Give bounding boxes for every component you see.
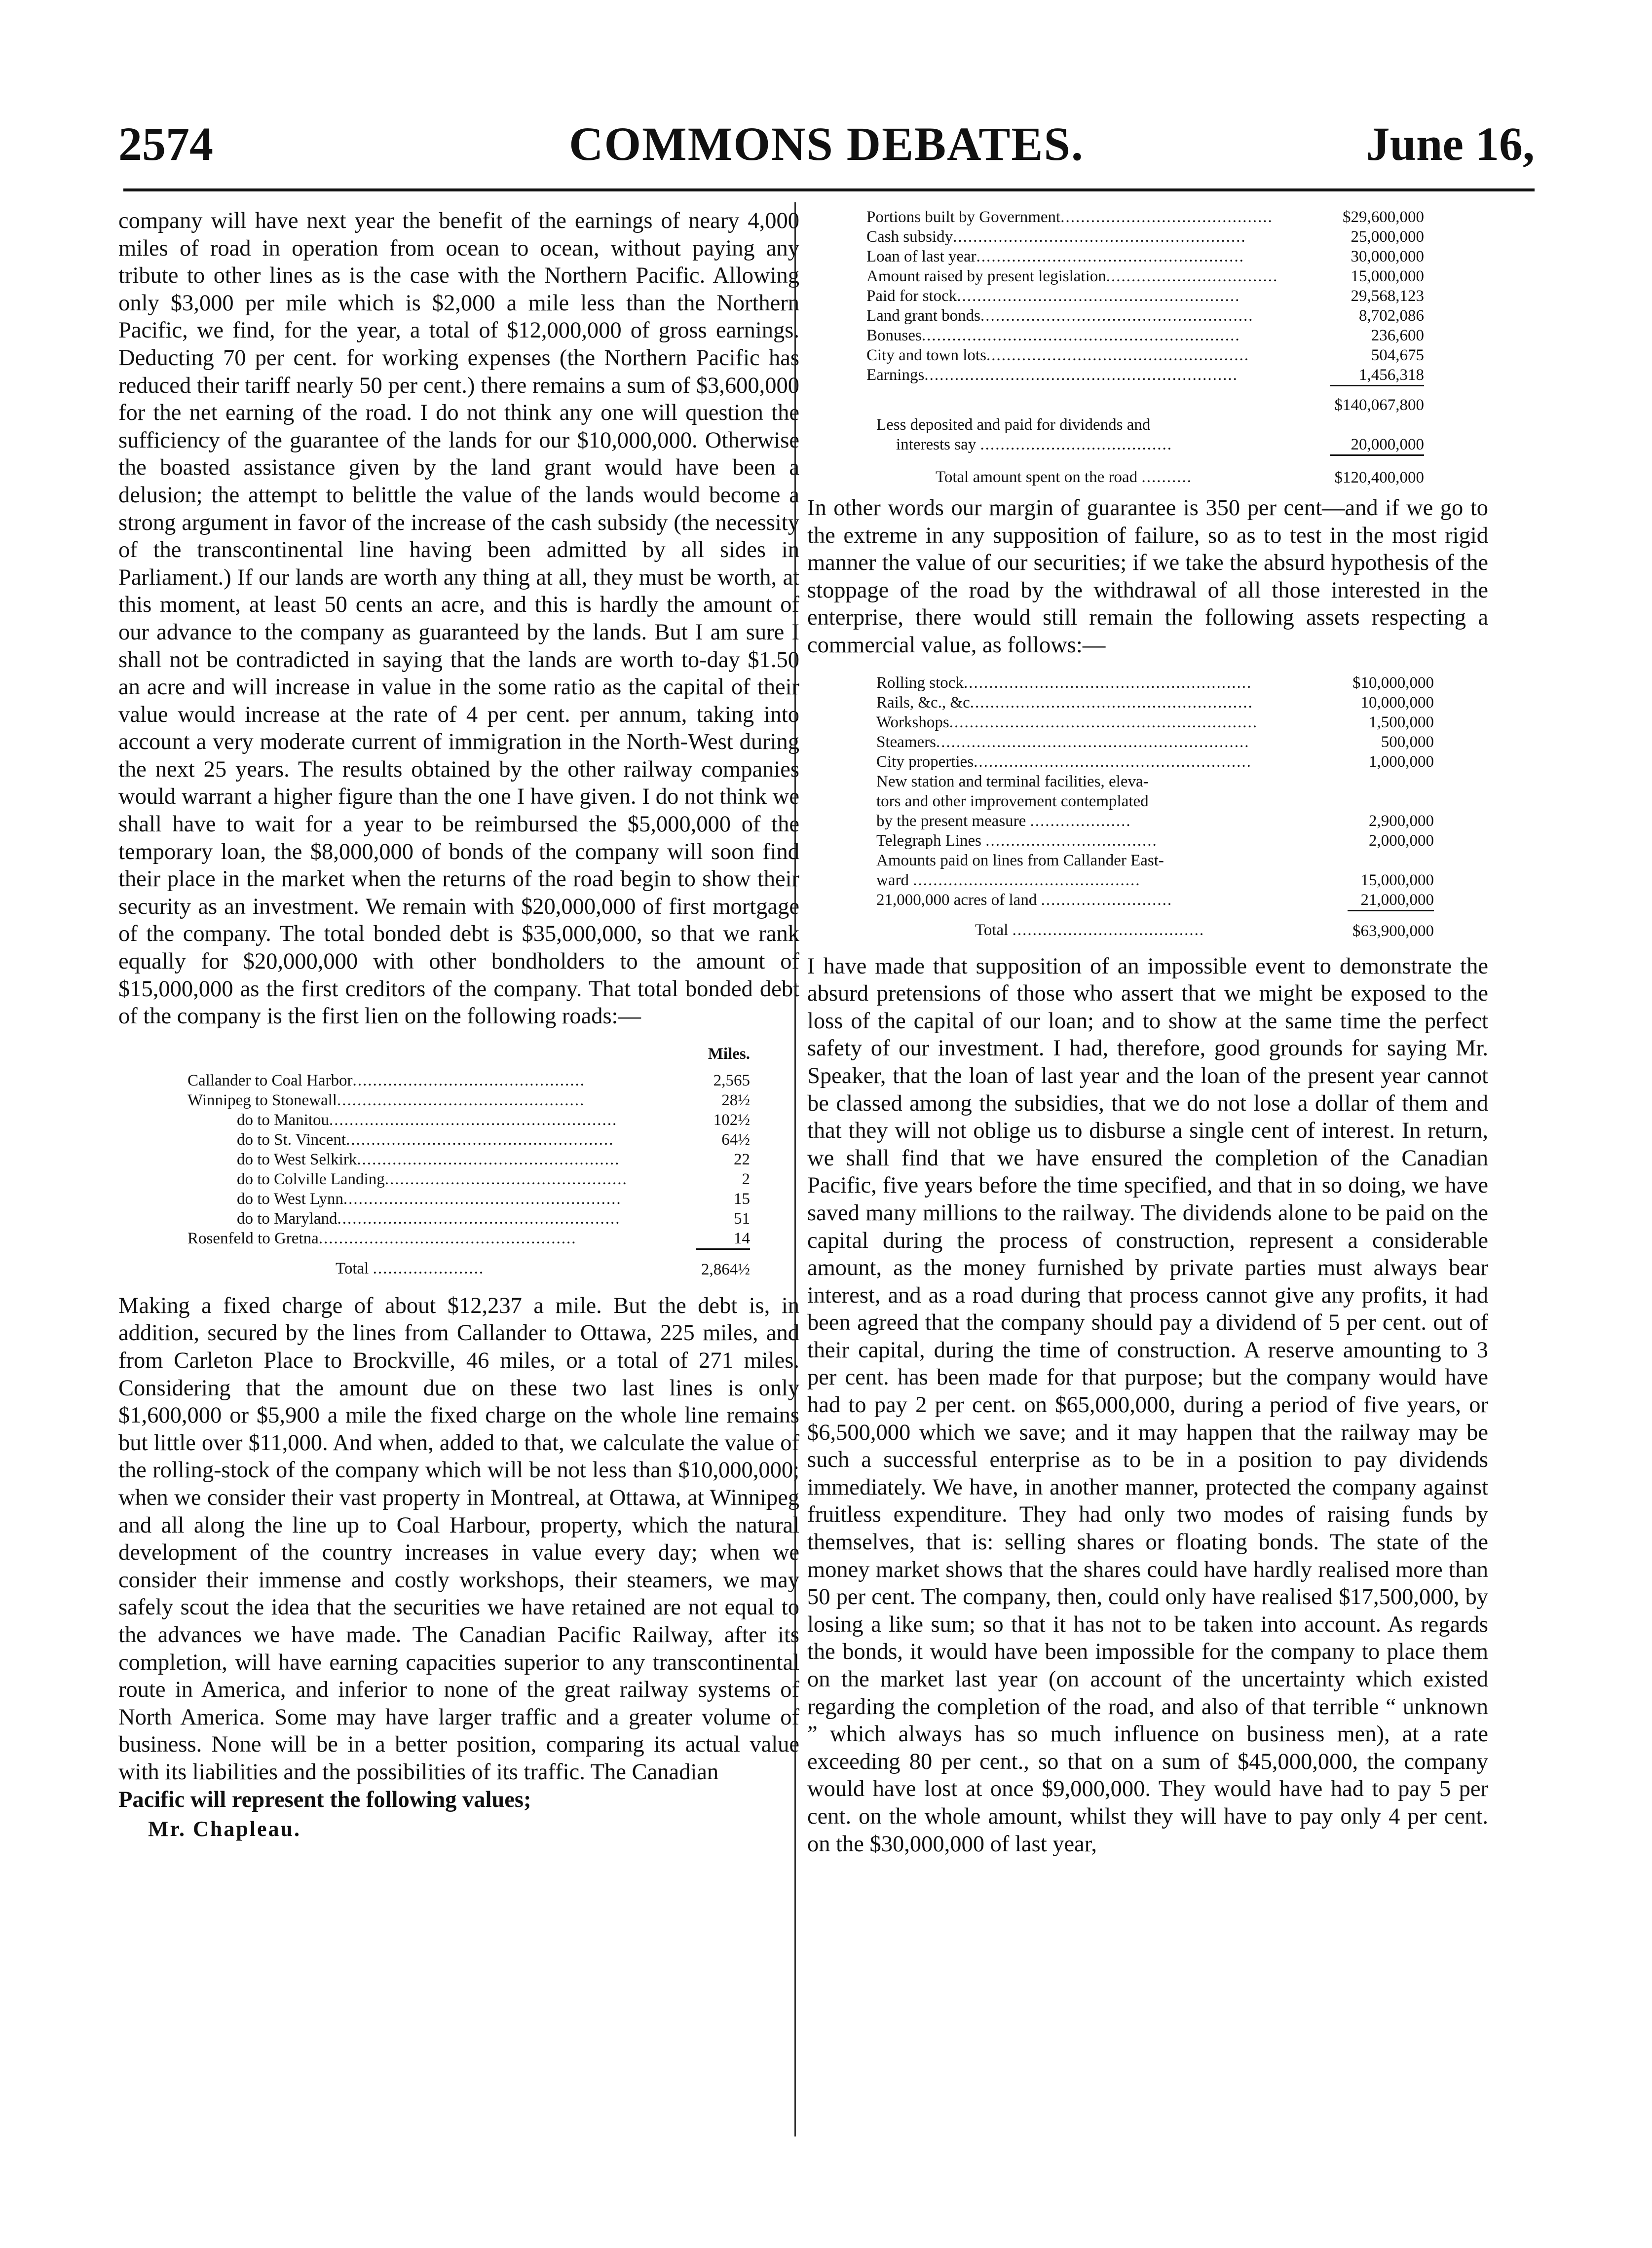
cost-row: Portions built by Government.......................................... $29,600,000 [866,208,1424,226]
page-date: June 16, [1366,117,1535,170]
assets-value: $10,000,000 [1352,674,1434,692]
cost-row: Bonuses............................................................... 236,600 [866,327,1424,344]
miles-value: 2,565 [713,1071,750,1089]
assets-station-value: 2,900,000 [1369,812,1434,830]
cost-label: City and town lots [866,346,986,364]
cost-sum-row [866,386,1424,415]
assets-station-label-3: by the present measure [876,812,1026,830]
assets-telegraph-row: Telegraph Lines .................................. 2,000,000 [876,831,1434,850]
miles-value: 2 [742,1170,750,1188]
miles-row: do to Manitou......................................................... 102½ [237,1111,750,1129]
cost-value: $29,600,000 [1343,208,1424,226]
cost-row: City and town lots.................................................... 504,675 [866,346,1424,364]
assets-row: Workshops............................................................. 1,500,000 [876,713,1434,731]
page-header [118,116,1535,181]
cost-less-row-1 [866,415,1424,435]
miles-total-value: 2,864½ [696,1249,750,1279]
assets-total-value: $63,900,000 [1348,910,1434,941]
miles-label: Rosenfeld to Gretna [188,1229,319,1247]
cost-label: Bonuses [866,327,922,344]
miles-label: do to West Lynn [237,1190,343,1208]
miles-row: Callander to Coal Harbor.............................................. 2,565 [188,1071,750,1089]
miles-row: do to Maryland........................................................ 51 [237,1209,750,1228]
miles-label: do to Maryland [237,1209,338,1228]
assets-station-row-3: by the present measure .................... 2,900,000 [876,812,1434,830]
assets-row: Rails, &c., &c........................................................ 10,000,000 [876,693,1434,712]
speaker-name: Mr. Chapleau. [148,1817,301,1841]
miles-row: do to Colville Landing................................................ 2 [237,1170,750,1188]
cost-row: Paid for stock........................................................ 29,568,123 [866,287,1424,305]
miles-total-label: Total [336,1260,369,1278]
cost-table [866,207,1424,487]
miles-row: do to West Lynn....................................................... 15 [237,1190,750,1208]
cost-label: Loan of last year [866,248,976,265]
cost-value: 30,000,000 [1351,248,1424,265]
assets-callander-label-1: Amounts paid on lines from Callander East- [876,851,1164,869]
right-paragraph-1: In other words our margin of guarantee is 350 per cent—and if we go to the extreme in any supposition of failure, so as to test in the most rigid manner the value of our securities; if we take the absurd hypothesis of the stoppage of the road by the withdrawal of all those interested in the enterprise, there would still remain the following assets respecting a commercial value, as follows:— [807,495,1488,658]
miles-total-row: Total ...................... 2,864½ [188,1249,750,1279]
assets-callander-row-1 [876,851,1434,870]
miles-label: Callander to Coal Harbor [188,1071,353,1089]
cost-value: 236,600 [1371,327,1424,344]
assets-label: Rails, &c., &c [876,693,970,712]
miles-row: Winnipeg to Stonewall................................................. 28½ [188,1091,750,1109]
assets-total-label: Total [975,921,1009,939]
cost-label: Portions built by Government [866,208,1061,226]
cost-row: Earnings.............................................................. 1,456,318 [866,365,1424,386]
miles-header: Miles. [708,1045,750,1063]
cost-value: 8,702,086 [1359,307,1424,325]
assets-callander-value: 15,000,000 [1360,871,1434,889]
cost-label: Land grant bonds [866,307,980,325]
cost-less-row-2: interests say ...................................... 20,000,000 [866,435,1424,455]
page-title: COMMONS DEBATES. [569,117,1084,170]
assets-station-row-1 [876,772,1434,791]
cost-less-label-1: Less deposited and paid for dividends and [876,416,1151,434]
assets-label: Workshops [876,713,949,731]
miles-value: 14 [734,1229,750,1247]
miles-value: 22 [734,1150,750,1168]
cost-row: Amount raised by present legislation.................................. 15,000,000 [866,267,1424,285]
miles-value: 64½ [721,1130,750,1149]
assets-value: 1,000,000 [1369,752,1434,771]
assets-acres-value: 21,000,000 [1360,891,1434,909]
miles-value: 15 [734,1190,750,1208]
miles-row: do to West Selkirk.................................................... 22 [237,1150,750,1168]
cost-label: Paid for stock [866,287,957,305]
assets-row: Rolling stock......................................................... $10,000,000 [876,674,1434,692]
cost-value: 1,456,318 [1359,366,1424,384]
miles-value: 51 [734,1209,750,1228]
assets-value: 1,500,000 [1369,713,1434,731]
miles-label: do to West Selkirk [237,1150,357,1168]
page-number: 2574 [118,117,213,170]
miles-label: do to Manitou [237,1111,329,1129]
assets-callander-row-2: ward ............................................. 15,000,000 [876,871,1434,889]
assets-label: Steamers [876,733,936,751]
miles-value: 102½ [713,1111,750,1129]
right-paragraph-2: I have made that supposition of an impossible event to demonstrate the absurd pretensions of those who assert that we might be exposed to the loss of the capital of our loan; and to show at the same time the perfect safety of our investment. I had, therefore, good grounds for saying Mr. Speaker, that the loan of last year and the loan of the present year cannot be classed among the subsidies, that we do not lose a dollar of them and that they will not oblige us to disburse a single cent of interest. In return, we shall find that we have ensured the completion of the Canadian Pacific, five years before the time specified, and that in so doing, we have saved many millions to the railway. The dividends alone to be paid on the capital during the process of construction, represent a considerable amount, as the money furnished by private parties must always bear interest, and as a road during that process cannot give any profits, it had been agreed that the company should pay a dividend of 5 per cent. out of their capital, during the time of construction. A reserve amounting to 3 per cent. has been made for that purpose; but the company would have had to pay 2 per cent. on $65,000,000, during a period of five years, or $6,500,000 which we save; and it may happen that the railway may be such a successful enterprise as to be in a position to pay dividends immediately. We have, in another manner, protected the company against fruitless expenditure. They had only two modes of raising funds by themselves, that is: selling shares or floating bonds. The state of the money market shows that the shares could have hardly realised more than 50 per cent. The company, then, could only have realised $17,500,000, by losing a like sum; so that it has not to be taken into account. As regards the bonds, it would have been impossible for the company to place them on the market last year (on account of the uncertainty which existed regarding the completion of the road, and also of that terrible “ unknown ” which always has so much influence on business men), at a rate exceeding 80 per cent., so that on a sum of $45,000,000, the company would have lost at once $9,000,000. They would have had to pay 5 per cent. on the whole amount, whilst they will have to pay only 4 per cent. on the $30,000,000 of last year, [807,953,1488,1857]
assets-label: Rolling stock [876,674,964,692]
cost-less-value: 20,000,000 [1351,436,1424,453]
assets-station-label-1: New station and terminal facilities, eleva- [876,772,1149,790]
cost-total-value: $120,400,000 [1330,455,1425,488]
assets-row: Steamers.............................................................. 500,000 [876,733,1434,751]
cost-label: Earnings [866,366,925,384]
cost-label: Amount raised by present legislation [866,267,1106,285]
miles-table [188,1044,750,1279]
cost-value: 15,000,000 [1351,267,1424,285]
assets-telegraph-value: 2,000,000 [1369,831,1434,850]
cost-sum-value: $140,067,800 [1330,386,1425,415]
cost-less-label-2: interests say [896,436,976,453]
assets-total-row: Total ...................................... $63,900,000 [876,910,1434,941]
cost-value: 29,568,123 [1351,287,1424,305]
assets-row: City properties....................................................... 1,000,000 [876,752,1434,771]
cost-value: 25,000,000 [1351,228,1424,246]
assets-acres-label: 21,000,000 acres of land [876,891,1037,909]
cost-total-row: Total amount spent on the road .......... $120,400,000 [866,455,1424,488]
cost-total-label: Total amount spent on the road [936,468,1138,486]
miles-table-header-row [188,1044,750,1071]
assets-table [876,673,1434,941]
left-paragraph-2: Making a fixed charge of about $12,237 a mile. But the debt is, in addition, secured by the lines from Callander to Ottawa, 225 miles, and from Carleton Place to Brockville, 46 miles, or a total of 271 miles. Considering that the amount due on these two last lines is only $1,600,000 or $5,900 a mile the fixed charge on the whole line remains but little over $11,000. And when, added to that, we calculate the value of the rolling-stock of the company which will be not less than $10,000,000; when we consider their vast property in Montreal, at Ottawa, at Winnipeg and all along the line up to Coal Harbour, property, which the natural development of the country increases in value every day; when we consider their immense and costly workshops, their steamers, we may safely scout the idea that the securities we have retained are not equal to the advances we have made. The Canadian Pacific Railway, after its completion, will have earning capacities superior to any transcontinental route in America, and inferior to none of the great railway systems of North America. Some may have larger traffic and a greater volume of business. None will be in a better position, comparing its actual value with its liabilities and the possibilities of its traffic. The Canadian [118,1293,799,1785]
miles-row: Rosenfeld to Gretna................................................... 14 [188,1229,750,1249]
cost-row: Cash subsidy.......................................................... 25,000,000 [866,228,1424,246]
miles-label: do to Colville Landing [237,1170,385,1188]
assets-value: 500,000 [1381,733,1434,751]
left-paragraph-1: company will have next year the benefit of the earnings of neary 4,000 miles of road in operation from ocean to ocean, without paying any tribute to other lines as is the case with the Northern Pacific. Allowing only $3,000 per mile which is $2,000 a mile less than the Northern Pacific, we find, for the year, a total of $12,000,000 of gross earnings. Deducting 70 per cent. for working expenses (the Northern Pacific has reduced their tariff nearly 50 per cent.) there remains a sum of $3,600,000 for the net earning of the road. I do not think any one will question the sufficiency of the guarantee of the lands for our $10,000,000. Otherwise the boasted assistance given by the land grant would have been a delusion; the attempt to belittle the value of the lands would become a strong argument in favor of the increase of the cash subsidy (the necessity of the transcontinental line having been admitted by all sides in Parliament.) If our lands are worth any thing at all, they must be worth, at this moment, at least 50 cents an acre, and this is hardly the amount of our advance to the company as guaranteed by the lands. But I am sure I shall not be contradicted in saying that the lands are worth to-day $1.50 an acre and will increase in value in the some ratio as the capital of their value would increase at the rate of 4 per cent. per annum, taking into account a very moderate current of immigration in the North-West during the next 25 years. The results obtained by the other railway companies would warrant a higher figure than the one I have given. I do not think we shall have to wait for a year to be reimbursed the $5,000,000 of the temporary loan, the $8,000,000 of bonds of the company will soon find their place in the market when the returns of the road begin to show their security as an investment. We remain with $20,000,000 of first mortgage of the company. The total bonded debt is $35,000,000, so that we rank equally for $20,000,000 with other bondholders to the amount of $15,000,000 as the first creditors of the company. That total bonded debt of the company is the first lien on the following roads:— [118,208,799,1029]
miles-row: do to St. Vincent..................................................... 64½ [237,1130,750,1149]
cost-value: 504,675 [1371,346,1424,364]
cost-label: Cash subsidy [866,228,953,246]
miles-value: 28½ [721,1091,750,1109]
left-last-line: Pacific will represent the following values; [118,1787,531,1812]
assets-label: City properties [876,752,974,771]
assets-station-row-2 [876,791,1434,811]
cost-row: Land grant bonds...................................................... 8,702,086 [866,307,1424,325]
assets-value: 10,000,000 [1360,693,1434,712]
assets-callander-label-2: ward [876,871,909,889]
assets-station-label-2: tors and other improvement contemplated [876,792,1149,810]
miles-label: do to St. Vincent [237,1130,346,1149]
miles-label: Winnipeg to Stonewall [188,1091,337,1109]
assets-acres-row: 21,000,000 acres of land .......................... 21,000,000 [876,890,1434,911]
cost-row: Loan of last year..................................................... 30,000,000 [866,248,1424,265]
right-column [807,207,1488,1858]
header-rule [123,188,1535,191]
assets-telegraph-label: Telegraph Lines [876,831,982,850]
left-column [118,207,799,1843]
